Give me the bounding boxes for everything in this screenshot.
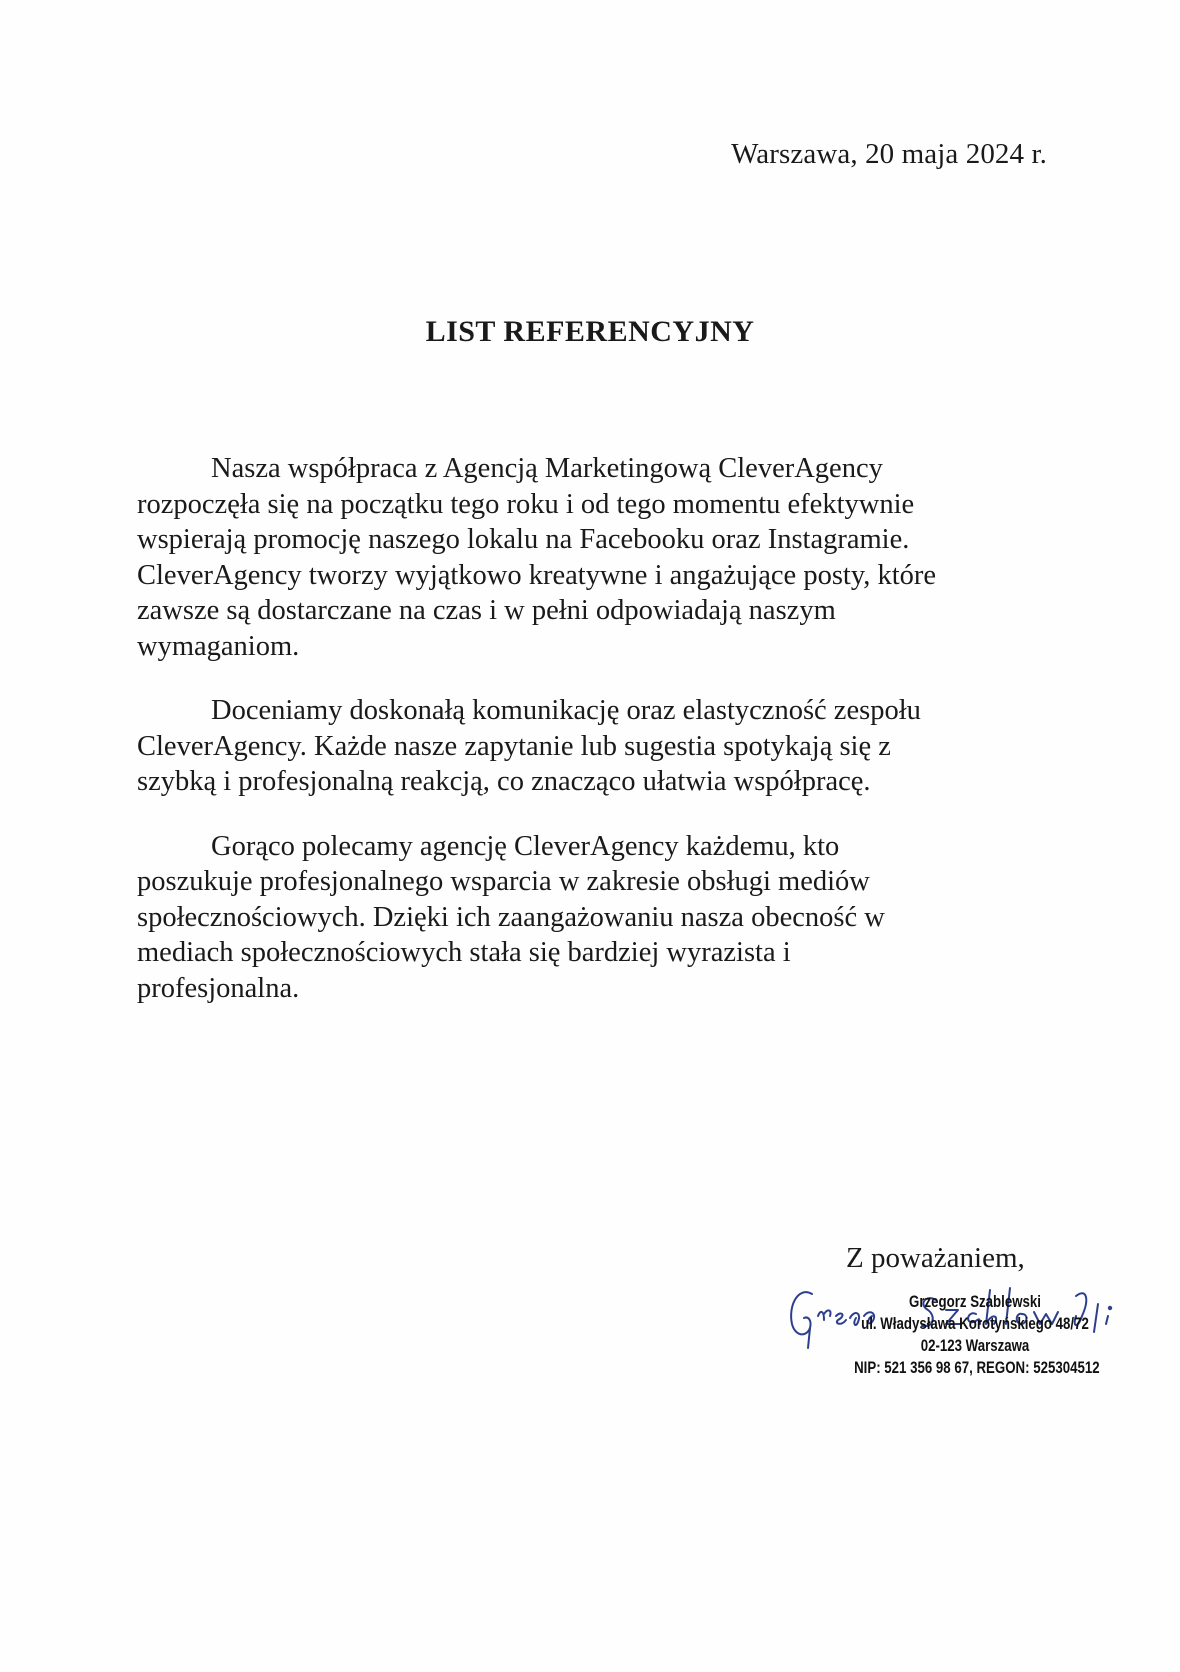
company-stamp	[854, 1291, 1100, 1379]
letter-title: LIST REFERENCYJNY	[425, 315, 755, 348]
paragraph-line: poszukuje profesjonalnego wsparcia w zakresie obsługi mediów	[137, 866, 870, 897]
paragraph-line: zawsze są dostarczane na czas i w pełni odpowiadają naszym	[137, 595, 836, 626]
stamp-name: Grzegorz Szablewski	[909, 1292, 1041, 1311]
paragraph-1	[137, 451, 1037, 664]
paragraph-line: szybką i profesjonalną reakcją, co znacząco ułatwia współpracę.	[137, 766, 871, 797]
paragraph-line: Gorąco polecamy agencję CleverAgency każdemu, kto	[211, 830, 840, 862]
paragraph-line: CleverAgency. Każde nasze zapytanie lub sugestia spotykają się z	[137, 730, 891, 762]
paragraph-line: wymaganiom.	[137, 630, 300, 662]
paragraph-line: Doceniamy doskonałą komunikację oraz elastyczność zespołu	[211, 695, 921, 726]
stamp-street: ul. Władysława Korotyńskiego 48/72	[861, 1314, 1089, 1333]
letter-body	[137, 451, 1037, 1035]
stamp-city: 02-123 Warszawa	[920, 1336, 1030, 1355]
paragraph-line: profesjonalna.	[137, 972, 300, 1004]
paragraph-line: społecznościowych. Dzięki ich zaangażowaniu nasza obecność w	[137, 901, 885, 933]
paragraph-3	[137, 829, 1037, 1007]
stamp-tax-ids: NIP: 521 356 98 67, REGON: 525304512	[854, 1358, 1100, 1377]
paragraph-line: rozpoczęła się na początku tego roku i od tego momentu efektywnie	[137, 488, 915, 520]
paragraph-line: CleverAgency tworzy wyjątkowo kreatywne i angażujące posty, które	[137, 559, 937, 591]
paragraph-line: wspierają promocję naszego lokalu na Facebooku oraz Instagramie.	[137, 524, 910, 555]
closing-salutation: Z poważaniem,	[846, 1242, 1025, 1274]
place-and-date: Warszawa, 20 maja 2024 r.	[731, 138, 1047, 170]
paragraph-2	[137, 693, 1037, 800]
paragraph-line: Nasza współpraca z Agencją Marketingową CleverAgency	[211, 453, 883, 484]
paragraph-line: mediach społecznościowych stała się bardziej wyrazista i	[137, 937, 791, 968]
